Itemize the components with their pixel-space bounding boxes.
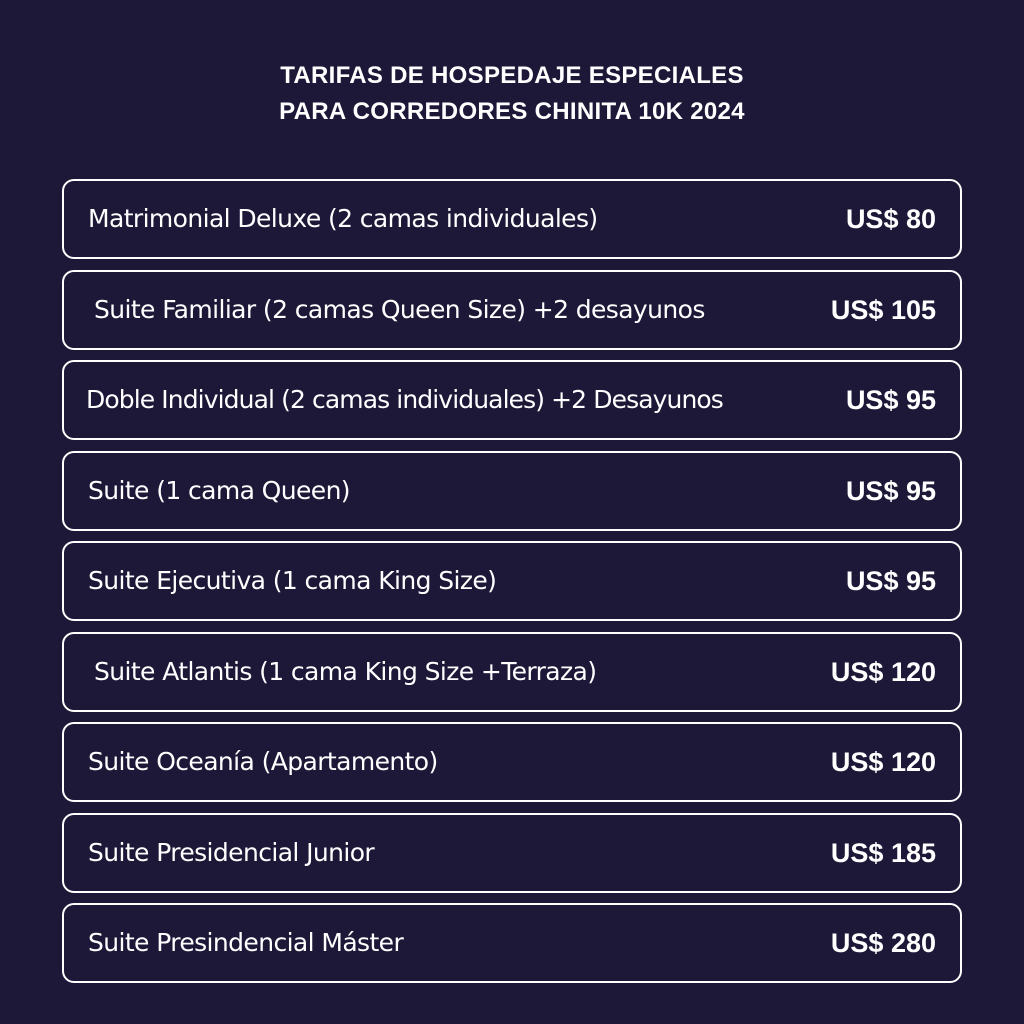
rate-name: Suite Oceanía (Apartamento) bbox=[88, 747, 438, 776]
rate-name: Suite (1 cama Queen) bbox=[88, 475, 350, 505]
title-line-2: PARA CORREDORES CHINITA 10K 2024 bbox=[279, 98, 745, 125]
rate-name: Suite Familiar (2 camas Queen Size) +2 desayunos bbox=[94, 294, 705, 324]
rate-row-suite bbox=[62, 451, 962, 531]
rate-price: US$ 185 bbox=[830, 837, 936, 868]
page-title bbox=[0, 58, 1024, 130]
rates-list bbox=[62, 179, 962, 994]
rate-row-suite-presidencial-master bbox=[62, 903, 962, 983]
rate-price: US$ 280 bbox=[830, 928, 936, 958]
rate-price: US$ 95 bbox=[845, 475, 936, 506]
rate-name: Matrimonial Deluxe (2 camas individuales) bbox=[88, 204, 598, 233]
rate-row-suite-atlantis bbox=[62, 632, 962, 712]
title-line-1: TARIFAS DE HOSPEDAJE ESPECIALES bbox=[280, 62, 744, 89]
rate-name: Doble Individual (2 camas individuales) +2 Desayunos bbox=[86, 385, 723, 414]
rate-price: US$ 105 bbox=[830, 294, 936, 325]
rate-row-suite-presidencial-junior bbox=[62, 813, 962, 893]
rate-name: Suite Ejecutiva (1 cama King Size) bbox=[88, 566, 497, 595]
rate-row-suite-familiar bbox=[62, 270, 962, 350]
rate-price: US$ 80 bbox=[845, 204, 936, 234]
rate-name: Suite Atlantis (1 cama King Size +Terraza) bbox=[94, 656, 597, 686]
rate-row-doble-individual bbox=[62, 360, 962, 440]
rate-row-suite-ejecutiva bbox=[62, 541, 962, 621]
rate-price: US$ 95 bbox=[845, 385, 936, 415]
rate-row-matrimonial-deluxe bbox=[62, 179, 962, 259]
rate-name: Suite Presidencial Junior bbox=[88, 837, 375, 867]
rate-name: Suite Presindencial Máster bbox=[88, 928, 404, 957]
rate-price: US$ 120 bbox=[830, 656, 936, 687]
rate-price: US$ 120 bbox=[830, 747, 936, 777]
rate-row-suite-oceania bbox=[62, 722, 962, 802]
rate-price: US$ 95 bbox=[845, 566, 936, 596]
